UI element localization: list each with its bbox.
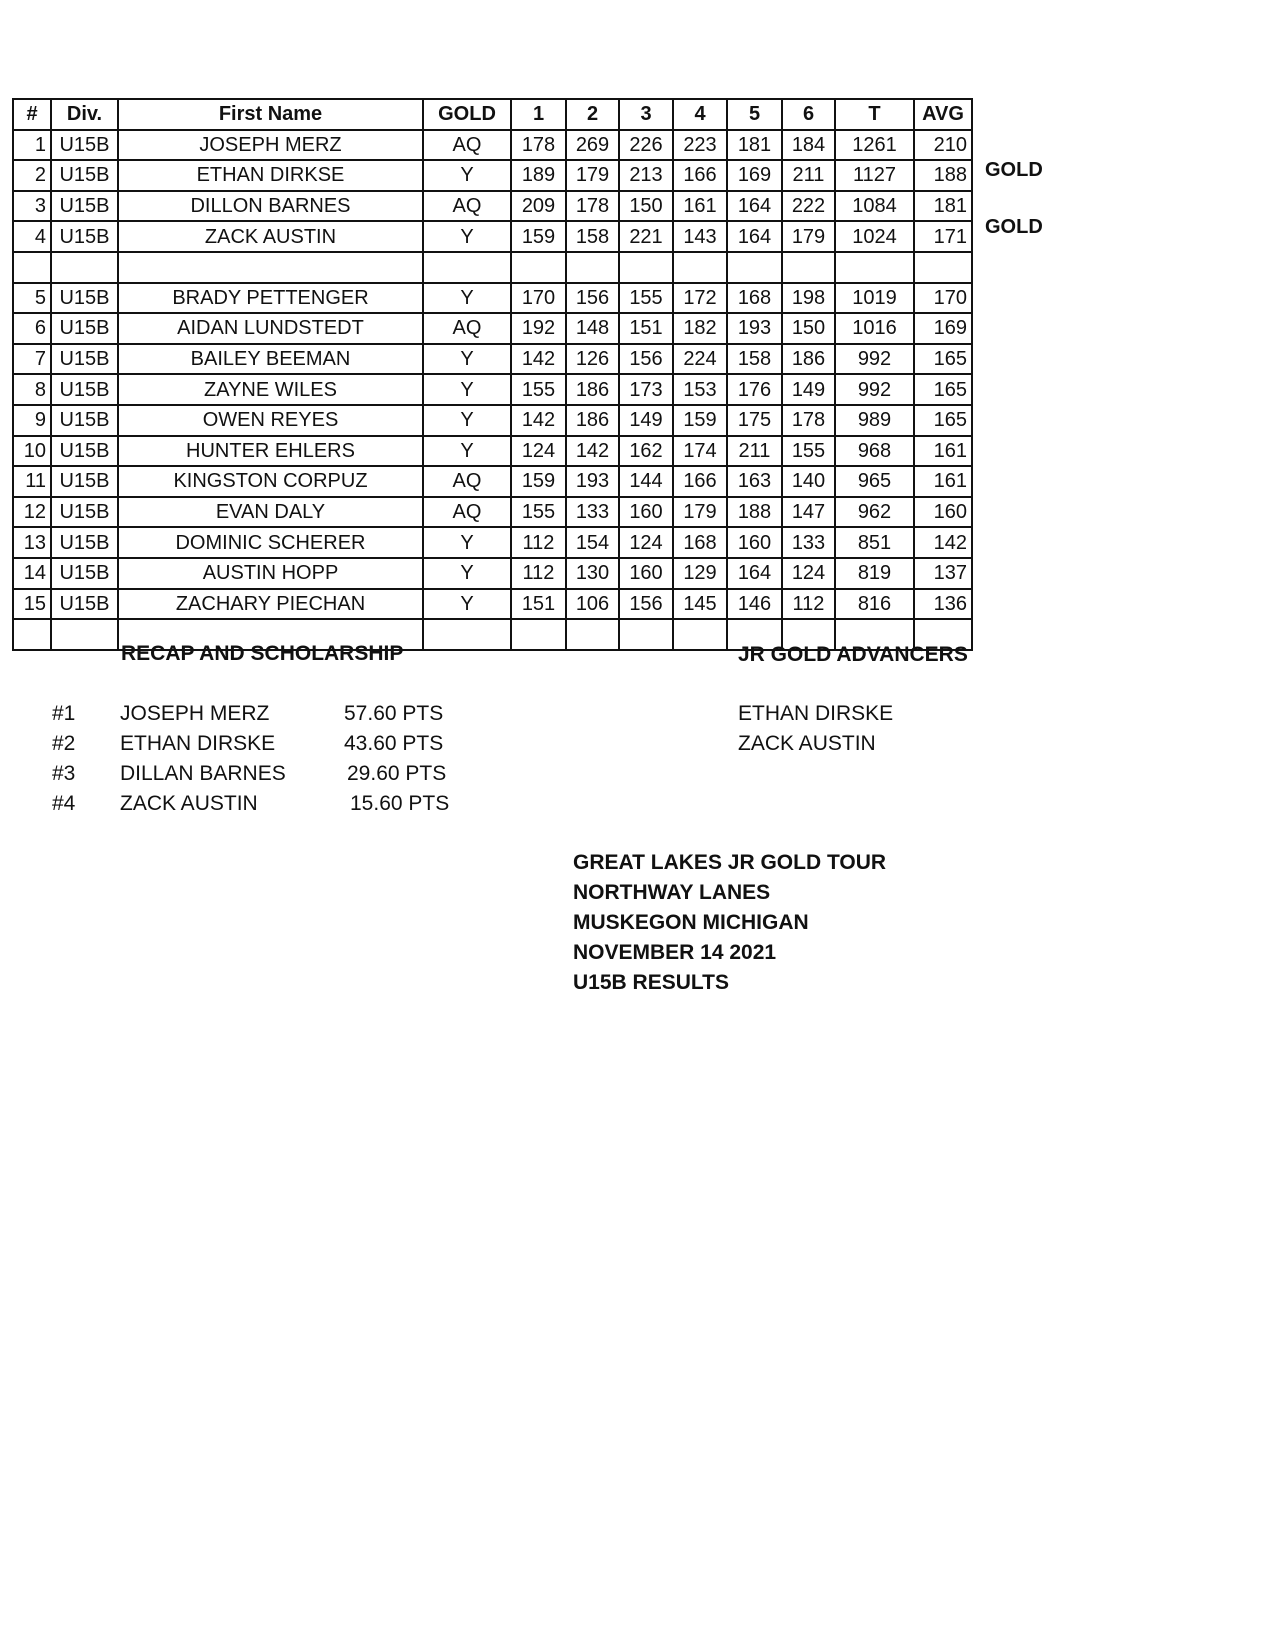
name-cell: DOMINIC SCHERER [118,527,423,558]
blank-row [13,252,972,283]
game-3-cell: 173 [619,374,673,405]
rank-cell: 8 [13,374,51,405]
blank-cell [782,252,835,283]
game-6-cell: 198 [782,283,835,314]
table-row [13,191,972,222]
event-info-line: GREAT LAKES JR GOLD TOUR [573,851,887,874]
gold-cell: Y [423,344,511,375]
gold-cell: Y [423,436,511,467]
recap-item [52,732,452,760]
table-row [13,405,972,436]
recap-heading: RECAP AND SCHOLARSHIP [121,642,404,665]
results-body [13,130,972,650]
game-4-cell: 174 [673,436,727,467]
game-3-cell: 155 [619,283,673,314]
recap-rank: #1 [52,702,76,725]
game-6-cell: 222 [782,191,835,222]
blank-cell [673,252,727,283]
division-cell: U15B [51,405,118,436]
table-row [13,558,972,589]
rank-cell: 1 [13,130,51,161]
total-cell: 851 [835,527,914,558]
game-1-cell: 209 [511,191,566,222]
table-row [13,589,972,620]
blank-cell [511,619,566,650]
game-5-cell: 193 [727,313,782,344]
game-4-cell: 159 [673,405,727,436]
game-6-cell: 150 [782,313,835,344]
game-1-cell: 142 [511,344,566,375]
gold-cell: AQ [423,497,511,528]
name-cell: ZAYNE WILES [118,374,423,405]
gold-cell: Y [423,160,511,191]
blank-cell [914,252,972,283]
blank-cell [511,252,566,283]
total-cell: 816 [835,589,914,620]
division-cell: U15B [51,497,118,528]
total-cell: 1261 [835,130,914,161]
game-4-cell: 172 [673,283,727,314]
blank-cell [619,619,673,650]
average-cell: 161 [914,466,972,497]
total-cell: 989 [835,405,914,436]
rank-cell: 5 [13,283,51,314]
total-cell: 819 [835,558,914,589]
gold-cell: Y [423,405,511,436]
recap-name: JOSEPH MERZ [120,702,270,725]
average-cell: 170 [914,283,972,314]
recap-pts: 57.60 PTS [344,702,444,725]
game-3-cell: 213 [619,160,673,191]
name-cell: JOSEPH MERZ [118,130,423,161]
blank-cell [727,252,782,283]
col-header-game-5: 5 [727,99,782,130]
game-1-cell: 192 [511,313,566,344]
average-cell: 161 [914,436,972,467]
name-cell: BRADY PETTENGER [118,283,423,314]
game-3-cell: 162 [619,436,673,467]
game-2-cell: 186 [566,405,619,436]
event-info-line: U15B RESULTS [573,971,729,994]
recap-rank: #2 [52,732,76,755]
table-row [13,221,972,252]
col-header-first-name: First Name [118,99,423,130]
average-cell: 169 [914,313,972,344]
blank-cell [423,252,511,283]
recap-pts: 43.60 PTS [344,732,444,755]
game-5-cell: 146 [727,589,782,620]
game-1-cell: 124 [511,436,566,467]
game-1-cell: 112 [511,527,566,558]
game-1-cell: 170 [511,283,566,314]
gold-cell: Y [423,374,511,405]
game-3-cell: 151 [619,313,673,344]
blank-cell [835,252,914,283]
game-3-cell: 156 [619,589,673,620]
game-5-cell: 211 [727,436,782,467]
game-4-cell: 223 [673,130,727,161]
advancer-name: ETHAN DIRSKE [738,702,894,725]
division-cell: U15B [51,160,118,191]
name-cell: AIDAN LUNDSTEDT [118,313,423,344]
game-3-cell: 160 [619,497,673,528]
game-4-cell: 168 [673,527,727,558]
game-5-cell: 181 [727,130,782,161]
recap-item [52,702,452,730]
recap-item [52,792,452,820]
game-6-cell: 211 [782,160,835,191]
rank-cell: 2 [13,160,51,191]
division-cell: U15B [51,374,118,405]
game-5-cell: 169 [727,160,782,191]
recap-name: DILLAN BARNES [120,762,286,785]
total-cell: 992 [835,344,914,375]
recap-rank: #4 [52,792,76,815]
game-6-cell: 149 [782,374,835,405]
rank-cell: 4 [13,221,51,252]
game-3-cell: 150 [619,191,673,222]
division-cell: U15B [51,344,118,375]
table-row [13,497,972,528]
col-header-game-3: 3 [619,99,673,130]
game-4-cell: 179 [673,497,727,528]
division-cell: U15B [51,527,118,558]
game-2-cell: 148 [566,313,619,344]
blank-cell [423,619,511,650]
game-6-cell: 184 [782,130,835,161]
game-3-cell: 221 [619,221,673,252]
col-header-game-6: 6 [782,99,835,130]
game-5-cell: 160 [727,527,782,558]
division-cell: U15B [51,221,118,252]
recap-pts: 15.60 PTS [350,792,450,815]
results-table [12,98,973,651]
table-row [13,313,972,344]
rank-cell: 13 [13,527,51,558]
game-3-cell: 124 [619,527,673,558]
game-4-cell: 166 [673,466,727,497]
rank-cell: 15 [13,589,51,620]
game-2-cell: 126 [566,344,619,375]
name-cell: KINGSTON CORPUZ [118,466,423,497]
total-cell: 968 [835,436,914,467]
rank-cell: 10 [13,436,51,467]
game-1-cell: 178 [511,130,566,161]
total-cell: 1127 [835,160,914,191]
gold-cell: AQ [423,191,511,222]
total-cell: 965 [835,466,914,497]
game-6-cell: 147 [782,497,835,528]
recap-name: ETHAN DIRSKE [120,732,276,755]
name-cell: HUNTER EHLERS [118,436,423,467]
advancers-heading: JR GOLD ADVANCERS [738,643,968,666]
game-2-cell: 156 [566,283,619,314]
game-3-cell: 149 [619,405,673,436]
game-2-cell: 154 [566,527,619,558]
blank-cell [118,252,423,283]
division-cell: U15B [51,283,118,314]
col-header-rank: # [13,99,51,130]
rank-cell: 6 [13,313,51,344]
average-cell: 171 [914,221,972,252]
name-cell: ZACK AUSTIN [118,221,423,252]
gold-cell: Y [423,527,511,558]
total-cell: 1024 [835,221,914,252]
recap-item [52,762,452,790]
gold-cell: AQ [423,130,511,161]
game-1-cell: 159 [511,221,566,252]
game-2-cell: 178 [566,191,619,222]
game-5-cell: 188 [727,497,782,528]
game-5-cell: 163 [727,466,782,497]
game-3-cell: 144 [619,466,673,497]
game-2-cell: 179 [566,160,619,191]
game-4-cell: 166 [673,160,727,191]
average-cell: 142 [914,527,972,558]
game-3-cell: 226 [619,130,673,161]
game-6-cell: 124 [782,558,835,589]
game-5-cell: 164 [727,191,782,222]
total-cell: 1019 [835,283,914,314]
game-1-cell: 155 [511,497,566,528]
blank-cell [51,252,118,283]
blank-cell [619,252,673,283]
game-1-cell: 112 [511,558,566,589]
average-cell: 136 [914,589,972,620]
recap-name: ZACK AUSTIN [120,792,258,815]
name-cell: AUSTIN HOPP [118,558,423,589]
name-cell: BAILEY BEEMAN [118,344,423,375]
total-cell: 1016 [835,313,914,344]
col-header-average: AVG [914,99,972,130]
game-2-cell: 133 [566,497,619,528]
game-3-cell: 160 [619,558,673,589]
game-4-cell: 153 [673,374,727,405]
division-cell: U15B [51,313,118,344]
table-row [13,527,972,558]
average-cell: 165 [914,405,972,436]
rank-cell: 14 [13,558,51,589]
game-4-cell: 145 [673,589,727,620]
col-header-game-2: 2 [566,99,619,130]
average-cell: 188 [914,160,972,191]
header-row [13,99,972,130]
average-cell: 165 [914,374,972,405]
game-5-cell: 175 [727,405,782,436]
game-4-cell: 143 [673,221,727,252]
total-cell: 992 [835,374,914,405]
game-2-cell: 130 [566,558,619,589]
average-cell: 160 [914,497,972,528]
division-cell: U15B [51,466,118,497]
game-5-cell: 158 [727,344,782,375]
gold-advancer-mark: GOLD [985,216,1043,239]
name-cell: DILLON BARNES [118,191,423,222]
name-cell: OWEN REYES [118,405,423,436]
gold-cell: Y [423,221,511,252]
name-cell: EVAN DALY [118,497,423,528]
name-cell: ZACHARY PIECHAN [118,589,423,620]
game-5-cell: 164 [727,558,782,589]
blank-cell [566,619,619,650]
table-row [13,374,972,405]
advancer-name: ZACK AUSTIN [738,732,876,755]
rank-cell: 3 [13,191,51,222]
col-header-total: T [835,99,914,130]
game-6-cell: 140 [782,466,835,497]
blank-cell [566,252,619,283]
blank-cell [13,252,51,283]
game-1-cell: 155 [511,374,566,405]
total-cell: 962 [835,497,914,528]
game-4-cell: 182 [673,313,727,344]
rank-cell: 11 [13,466,51,497]
gold-advancer-mark: GOLD [985,159,1043,182]
game-4-cell: 224 [673,344,727,375]
event-info-line: MUSKEGON MICHIGAN [573,911,809,934]
game-1-cell: 151 [511,589,566,620]
game-1-cell: 142 [511,405,566,436]
division-cell: U15B [51,589,118,620]
gold-cell: Y [423,558,511,589]
blank-cell [51,619,118,650]
table-row [13,344,972,375]
game-2-cell: 106 [566,589,619,620]
col-header-game-4: 4 [673,99,727,130]
game-2-cell: 142 [566,436,619,467]
game-6-cell: 179 [782,221,835,252]
gold-cell: Y [423,589,511,620]
average-cell: 181 [914,191,972,222]
average-cell: 137 [914,558,972,589]
game-2-cell: 158 [566,221,619,252]
game-6-cell: 112 [782,589,835,620]
game-5-cell: 164 [727,221,782,252]
division-cell: U15B [51,130,118,161]
game-6-cell: 186 [782,344,835,375]
average-cell: 210 [914,130,972,161]
game-4-cell: 161 [673,191,727,222]
game-1-cell: 159 [511,466,566,497]
game-5-cell: 176 [727,374,782,405]
table-row [13,160,972,191]
division-cell: U15B [51,191,118,222]
rank-cell: 9 [13,405,51,436]
col-header-game-1: 1 [511,99,566,130]
gold-cell: AQ [423,466,511,497]
recap-rank: #3 [52,762,76,785]
event-info-line: NOVEMBER 14 2021 [573,941,777,964]
col-header-division: Div. [51,99,118,130]
blank-cell [673,619,727,650]
blank-cell [13,619,51,650]
recap-pts: 29.60 PTS [347,762,447,785]
game-2-cell: 186 [566,374,619,405]
game-6-cell: 155 [782,436,835,467]
game-2-cell: 269 [566,130,619,161]
average-cell: 165 [914,344,972,375]
table-row [13,466,972,497]
rank-cell: 7 [13,344,51,375]
game-5-cell: 168 [727,283,782,314]
table-row [13,283,972,314]
game-2-cell: 193 [566,466,619,497]
game-6-cell: 178 [782,405,835,436]
game-6-cell: 133 [782,527,835,558]
event-info-line: NORTHWAY LANES [573,881,771,904]
division-cell: U15B [51,558,118,589]
rank-cell: 12 [13,497,51,528]
gold-cell: AQ [423,313,511,344]
game-1-cell: 189 [511,160,566,191]
gold-cell: Y [423,283,511,314]
game-4-cell: 129 [673,558,727,589]
name-cell: ETHAN DIRKSE [118,160,423,191]
total-cell: 1084 [835,191,914,222]
table-row [13,130,972,161]
division-cell: U15B [51,436,118,467]
table-row [13,436,972,467]
col-header-gold: GOLD [423,99,511,130]
game-3-cell: 156 [619,344,673,375]
